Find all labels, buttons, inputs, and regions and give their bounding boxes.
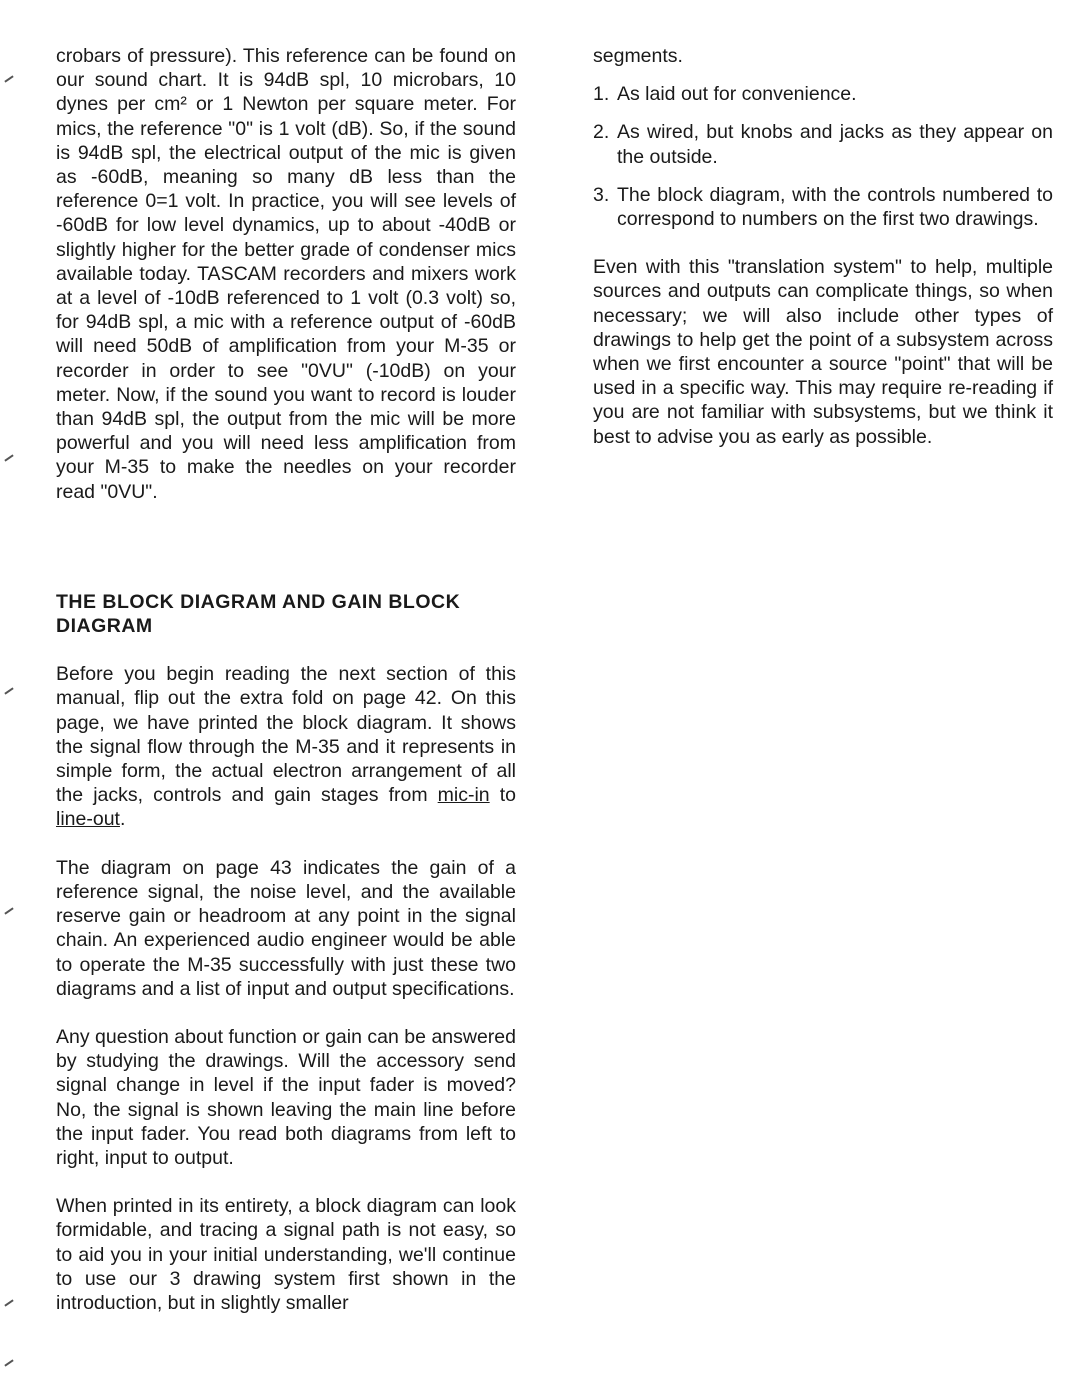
margin-mark — [4, 687, 13, 694]
paragraph-drawing-system: When printed in its entirety, a block diagram can look formidable, and tracing a signal path is not easy, so to aid you in your initial understanding, we'll continue to use our 3 drawing system first shown in the introduction, but in slightly smaller — [56, 1195, 516, 1314]
left-column — [56, 44, 516, 1315]
list-text: As wired, but knobs and jacks as they appear on the outside. — [617, 121, 1053, 168]
drawing-list — [593, 82, 1053, 231]
list-text: The block diagram, with the controls numbered to correspond to numbers on the first two drawings. — [617, 183, 1053, 231]
margin-mark — [4, 1359, 13, 1366]
line-out-term: line-out — [56, 808, 120, 831]
margin-mark — [4, 454, 13, 461]
list-item — [593, 120, 1053, 168]
paragraph-block-diagram — [56, 662, 516, 831]
paragraph-segments: segments. — [593, 45, 683, 67]
margin-mark — [4, 907, 13, 914]
mic-in-term: mic-in — [437, 784, 490, 807]
list-number: 1. — [593, 83, 610, 106]
list-number: 2. — [593, 121, 610, 144]
paragraph-gain-diagram: The diagram on page 43 indicates the gain of a reference signal, the noise level, and the available reserve gain or headroom at any point in the signal chain. An experienced audio engineer would be able to operate the M-35 successfully with just these two diagrams and a list of input and output specifications. — [56, 856, 516, 1000]
paragraph-translation-system: Even with this "translation system" to help, multiple sources and outputs can complicate things, so when necessary; we will also include other types of drawings to help get the point of a subsystem across when we first encounter a source "point" that will be used in a specific way. This may require re-reading if you are not familiar with subsystems, but we think it best to advise you as early as possible. — [593, 256, 1053, 448]
list-text: As laid out for convenience. — [617, 83, 857, 106]
text-span: to — [489, 784, 516, 807]
margin-mark — [4, 1299, 13, 1306]
paragraph-questions: Any question about function or gain can be answered by studying the drawings. Will the accessory send signal change in level if the input fader is moved? No, the signal is shown leaving the main line before the input fader. You read both diagrams from left to right, input to output. — [56, 1025, 516, 1169]
list-item — [593, 82, 1053, 106]
paragraph-reference-levels: crobars of pressure). This reference can be found on our sound chart. It is 94dB spl, 10 microbars, 10 dynes per cm² or 1 Newton per square meter. For mics, the reference "0" is 1 volt (dB). So, if the sound is 94dB spl, the electrical output of the mic is given as -60dB, meaning so many dB less than the reference 0=1 volt. In practice, you will see levels of -60dB for low level dynamics, up to about -40dB or slightly higher for the better grade of condenser mics available today. TASCAM recorders and mixers work at a level of -10dB referenced to 1 volt (0.3 volt) so, for 94dB spl, a mic with a reference output of -60dB will need 50dB of amplification from your M-35 or recorder in order to see "0VU" (-10dB) on your meter. Now, if the sound you want to record is louder than 94dB spl, the output from the mic will be more powerful and you will need less amplification from your M-35 to make the needles on your recorder read "0VU". — [56, 45, 516, 503]
text-span: Before you begin reading the next section of this manual, flip out the extra fold on page 42. On this page, we have printed the block diagram. It shows the signal flow through the M-35 and it represents in simple form, the actual electron arrangement of all the jacks, controls and gain stages from — [56, 663, 516, 807]
list-number: 3. — [593, 183, 610, 206]
right-column — [593, 44, 1053, 449]
list-item — [593, 183, 1053, 231]
section-heading: THE BLOCK DIAGRAM AND GAIN BLOCK DIAGRAM — [56, 590, 461, 638]
margin-mark — [4, 75, 13, 82]
text-span: . — [119, 808, 126, 831]
